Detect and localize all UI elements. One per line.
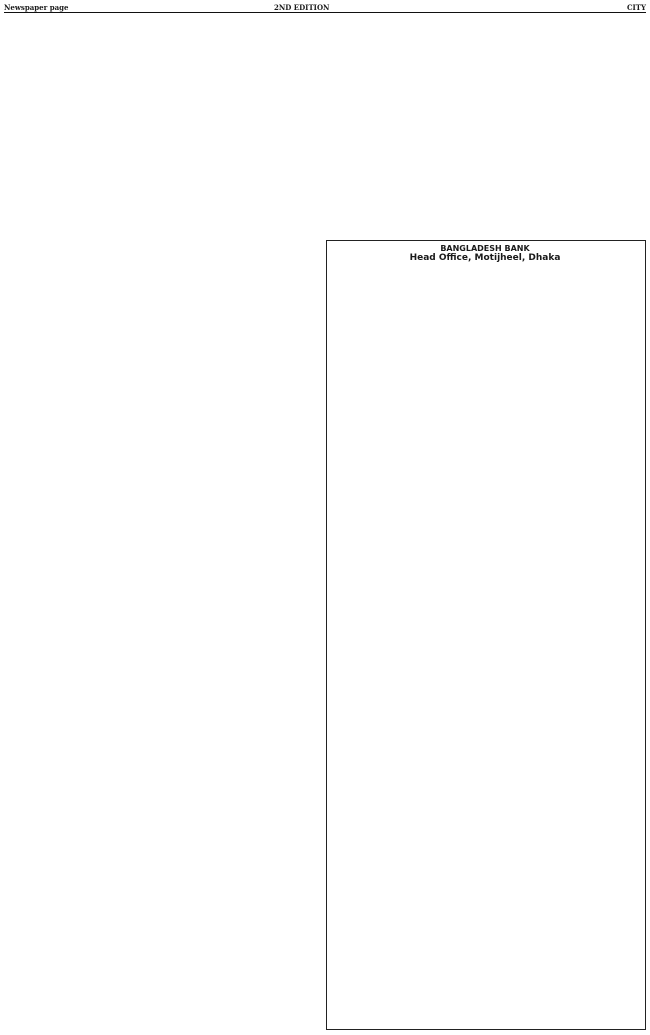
- masthead: [4, 4, 646, 13]
- page-title: Newspaper page: [4, 3, 69, 12]
- edition-label: 2ND EDITION: [274, 3, 330, 12]
- bb-subtitle: Head Office, Motijheel, Dhaka: [409, 253, 561, 263]
- bangladesh-bank-rfp-box: [326, 240, 646, 1030]
- bb-title: BANGLADESH BANK: [440, 244, 530, 253]
- section-label: CITY: [626, 3, 646, 12]
